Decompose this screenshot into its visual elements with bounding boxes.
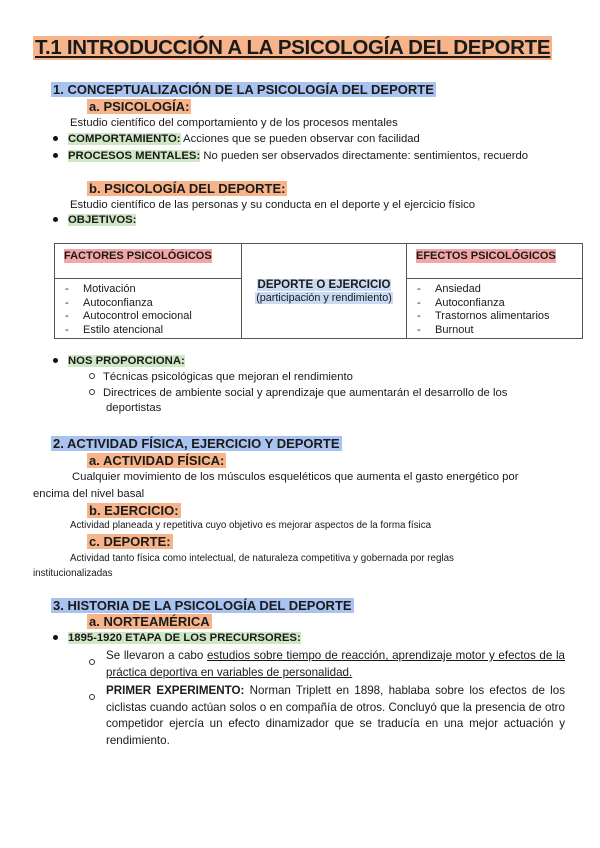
psicologia-deporte-definition: Estudio científico de las personas y su conducta en el deporte y el ejercicio físico [70, 199, 476, 211]
efectos-list-cell [407, 279, 583, 339]
factores-header-cell [55, 244, 242, 279]
bullet-comportamiento [53, 133, 420, 145]
section-1a-heading: a. PSICOLOGÍA: [89, 99, 190, 114]
bullet-dot [53, 217, 58, 222]
circle-bullet [89, 694, 95, 700]
circle-bullet-wrap [89, 654, 103, 672]
factores-list [55, 283, 241, 337]
page-title: T.1 INTRODUCCIÓN A LA PSICOLOGÍA DEL DEPORTE [35, 36, 551, 59]
section-3a-heading: a. NORTEAMÉRICA [89, 614, 210, 629]
section-2c-heading: c. DEPORTE: [89, 534, 171, 549]
list-item: - Ansiedad [417, 283, 481, 295]
procesos-mentales-label: PROCESOS MENTALES: [68, 150, 201, 162]
historia-item-1 [89, 648, 565, 681]
historia-item-1-text: Se llevaron a cabo estudios sobre tiempo de reacción, aprendizaje motor y efectos de la práctica deportiva en variables de personalidad. [106, 649, 565, 679]
circle-bullet [89, 373, 95, 379]
bullet-dot [53, 358, 58, 363]
deporte-def-1: Actividad tanto física como intelectual, de naturaleza competitiva y gobernada por reglas [70, 553, 454, 564]
section-2-heading: 2. ACTIVIDAD FÍSICA, EJERCICIO Y DEPORTE [53, 436, 340, 451]
historia-item-2-text: PRIMER EXPERIMENTO: Norman Triplett en 1898, hablaba sobre los efectos de los ciclistas cuando actúan solos o en compañía de otros. Concluyó que la presencia de otro competidor ejercía un efecto dinamizador que se traducía en una mejor actuación y rendimiento. [106, 684, 566, 747]
proporciona-item-2: Directrices de ambiente social y aprendizaje que aumentarán el desarrollo de los [89, 387, 507, 399]
list-item: - Trastornos alimentarios [417, 310, 550, 322]
bullet-dot [53, 635, 58, 640]
circle-bullet [89, 659, 95, 665]
section-1b-heading: b. PSICOLOGÍA DEL DEPORTE: [89, 181, 286, 196]
objectives-table [54, 243, 583, 339]
efectos-list [407, 283, 582, 337]
proporciona-item-2-cont: deportistas [106, 402, 162, 414]
historia-item-2 [89, 683, 565, 749]
psicologia-definition: Estudio científico del comportamiento y de los procesos mentales [70, 117, 398, 129]
comportamiento-text: Acciones que se pueden observar con facilidad [180, 133, 420, 145]
bullet-nos-proporciona [53, 355, 185, 367]
list-item: - Autoconfianza [65, 296, 153, 309]
section-1-heading: 1. CONCEPTUALIZACIÓN DE LA PSICOLOGÍA DEL DEPORTE [53, 82, 434, 97]
list-item: - Burnout [417, 323, 474, 336]
proporciona-item-1: Técnicas psicológicas que mejoran el rendimiento [89, 371, 353, 383]
efectos-header: EFECTOS PSICOLÓGICOS [416, 250, 556, 262]
center-cell [242, 244, 407, 339]
list-item: - Motivación [65, 283, 136, 295]
efectos-header-cell [407, 244, 583, 279]
actividad-fisica-def-2: encima del nivel basal [33, 488, 145, 500]
objetivos-label: OBJETIVOS: [68, 214, 137, 226]
list-item: - Autoconfianza [417, 296, 505, 309]
factores-header: FACTORES PSICOLÓGICOS [64, 250, 212, 262]
deporte-ejercicio-subtitle: (participación y rendimiento) [256, 291, 392, 304]
comportamiento-label: COMPORTAMIENTO: [68, 133, 181, 145]
bullet-etapa-precursores [53, 632, 301, 644]
circle-bullet-wrap [89, 689, 103, 707]
circle-bullet [89, 389, 95, 395]
deporte-def-2: institucionalizadas [33, 568, 113, 579]
list-item: - Autocontrol emocional [65, 310, 192, 322]
actividad-fisica-def-1: Cualquier movimiento de los músculos esqueléticos que aumenta el gasto energético por [72, 471, 519, 483]
etapa-precursores-label: 1895-1920 ETAPA DE LOS PRECURSORES: [68, 632, 301, 644]
section-2a-heading: a. ACTIVIDAD FÍSICA: [89, 453, 225, 468]
nos-proporciona-label: NOS PROPORCIONA: [68, 355, 185, 367]
factores-list-cell [55, 279, 242, 339]
bullet-dot [53, 153, 58, 158]
section-3-heading: 3. HISTORIA DE LA PSICOLOGÍA DEL DEPORTE [53, 598, 352, 613]
list-item: - Estilo atencional [65, 323, 164, 336]
bullet-procesos-mentales [53, 150, 528, 162]
bullet-dot [53, 136, 58, 141]
section-2b-heading: b. EJERCICIO: [89, 503, 179, 518]
bullet-objetivos [53, 214, 136, 226]
procesos-mentales-text: No pueden ser observados directamente: sentimientos, recuerdo [200, 150, 529, 162]
deporte-ejercicio-title: DEPORTE O EJERCICIO [257, 278, 391, 291]
ejercicio-definition: Actividad planeada y repetitiva cuyo objetivo es mejorar aspectos de la forma física [70, 520, 432, 531]
